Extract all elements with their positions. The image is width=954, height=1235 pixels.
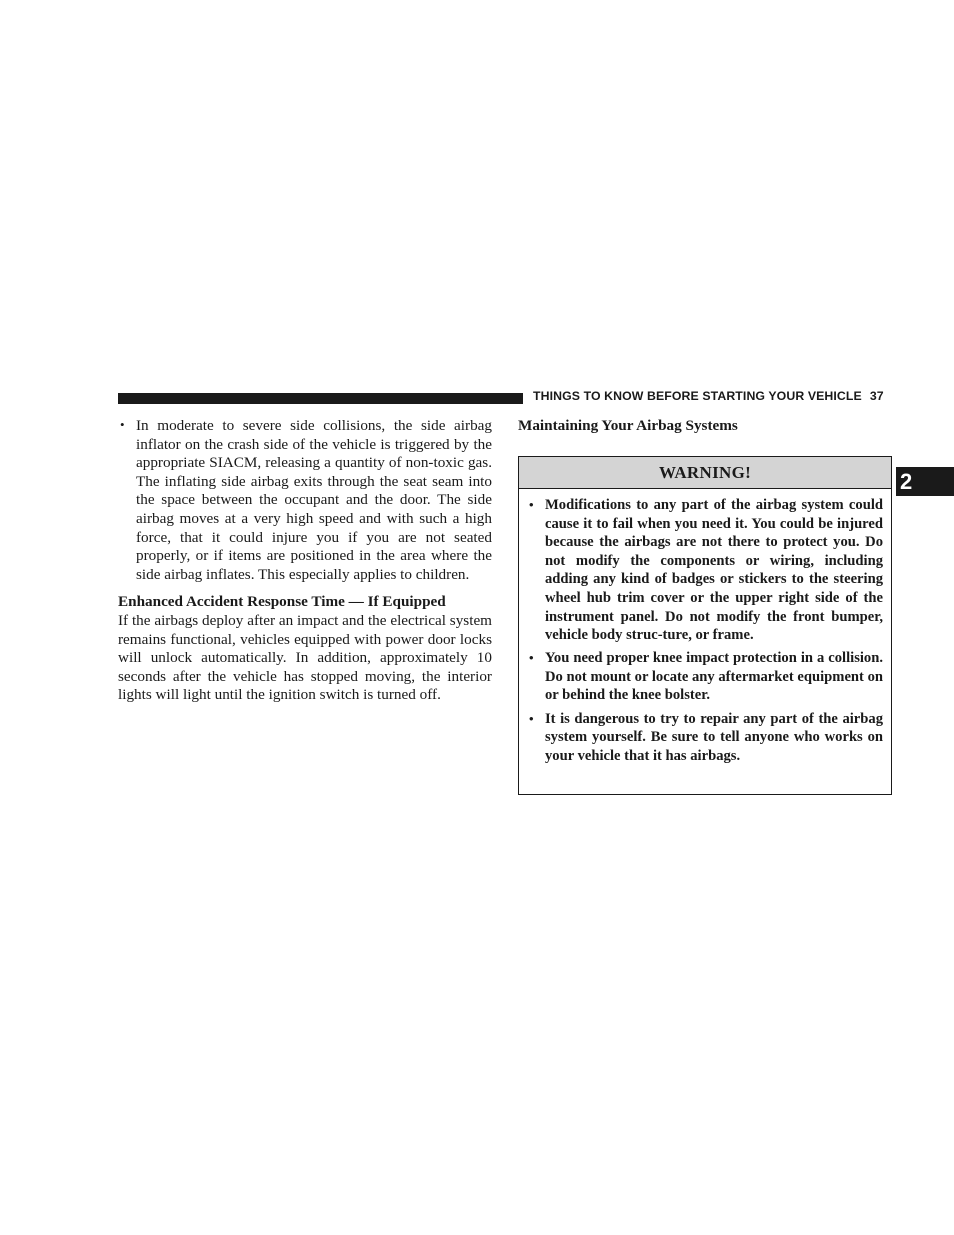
warning-item [527,649,883,705]
bullet-icon: • [529,650,534,666]
enhanced-accident-response-paragraph: If the airbags deploy after an impact and the electrical system remains functional, vehicles equipped with power door locks will unlock automatically. In addition, approximately 10 seconds after the vehicle has stopped moving, the interior lights will light until the ignition switch is turned off. [118,611,492,704]
right-column [518,417,892,436]
bullet-list [118,417,492,584]
warning-item-text: It is dangerous to try to repair any part of the airbag system yourself. Be sure to tell anyone who works on your vehicle that it has airbags. [545,710,883,764]
running-header [533,389,891,403]
bullet-icon: • [529,710,534,726]
running-title: THINGS TO KNOW BEFORE STARTING YOUR VEHICLE [533,389,862,403]
warning-list [519,489,891,765]
page-number: 37 [869,389,884,403]
warning-item [527,496,883,645]
warning-item [527,710,883,766]
bullet-text: In moderate to severe side collisions, the side airbag inflator on the crash side of the vehicle is triggered by the appropriate SIACM, releasing a quantity of non-toxic gas. The inflating side airbag exits through the seat seam into the space between the occupant and the door. The side airbag moves at a very high speed and with such a high force, that it could injure you if you are not seated properly, or if items are positioned in the area where the side airbag inflates. This especially applies to children. [136,417,492,583]
warning-box [518,456,892,795]
warning-title: WARNING! [519,457,891,489]
warning-item-text: Modifications to any part of the airbag system could cause it to fail when you need it. You could be injured because the airbags are not there to protect you. Do not modify the components or wiring, including adding any kind of badges or stickers to the steering wheel hub trim cover or the upper right side of the instrument panel. Do not modify the front bumper, vehicle body struc-ture, or frame. [545,497,883,644]
left-column [118,417,492,705]
subheading-enhanced-accident-response: Enhanced Accident Response Time — If Equipped [118,593,446,611]
header-rule-bar [118,393,523,404]
warning-item-text: You need proper knee impact protection in a collision. Do not mount or locate any aftermarket equipment on or behind the knee bolster. [545,650,883,704]
bullet-icon: • [120,417,125,432]
section-heading-maintaining-airbags: Maintaining Your Airbag Systems [518,417,738,434]
chapter-tab: 2 [896,467,954,496]
list-item [118,417,492,584]
bullet-icon: • [529,497,534,512]
